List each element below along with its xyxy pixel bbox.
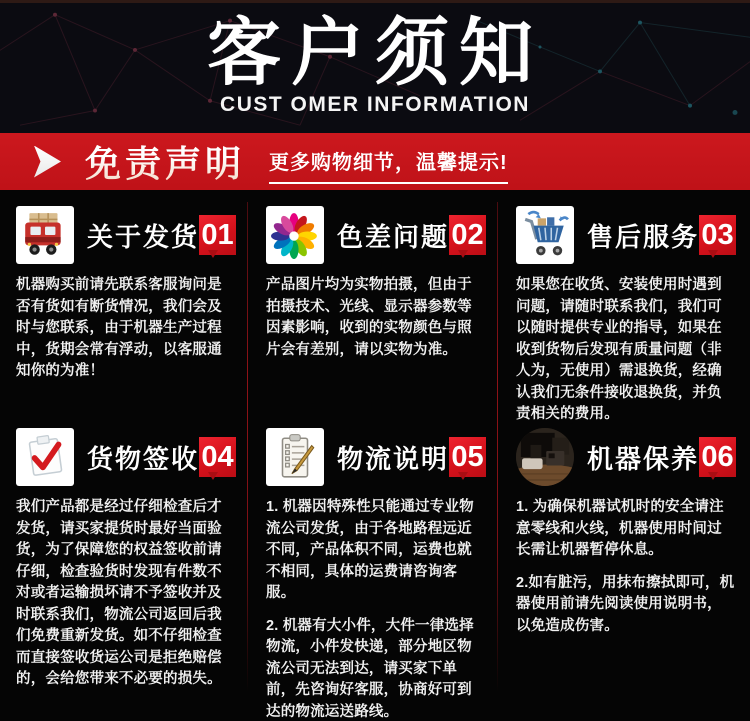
truck-icon bbox=[16, 206, 74, 264]
card-number-badge: 02 bbox=[449, 215, 486, 255]
notice-card-logistics bbox=[250, 428, 500, 721]
disclaimer-title: 免责声明 bbox=[85, 136, 245, 187]
card-number-badge: 01 bbox=[199, 215, 236, 255]
machine-photo-icon bbox=[516, 428, 574, 486]
card-header bbox=[516, 206, 736, 264]
card-body-text: 2. 机器有大小件，大件一律选择物流，小件发快递，部分地区物流公司无法到达，请买家下单前，先咨询好客服，协商好可到达的物流运送路线。 bbox=[266, 617, 474, 720]
color-wheel-icon bbox=[266, 206, 324, 264]
card-body-text: 2.如有脏污，用抹布擦拭即可，机器使用前请先阅读使用说明书，以免造成伤害。 bbox=[516, 574, 735, 634]
card-header bbox=[516, 428, 736, 486]
notice-card-shipping bbox=[0, 206, 250, 428]
notice-card-goods-receipt bbox=[0, 428, 250, 721]
column-divider bbox=[247, 202, 248, 692]
card-number-badge: 05 bbox=[449, 437, 486, 477]
notice-card-color-difference bbox=[250, 206, 500, 428]
notice-card-after-sales bbox=[500, 206, 750, 428]
clipboard-pen-icon bbox=[266, 428, 324, 486]
card-title: 货物签收 bbox=[87, 443, 200, 474]
notice-grid bbox=[0, 190, 750, 721]
card-title: 色差问题 bbox=[337, 221, 450, 252]
card-body-text: 如果您在收货、安装使用时遇到问题，请随时联系我们，我们可以随时提供专业的指导，如果在收到货物后发现有质量问题（非人为，无使用）需退换货，经确认我们无条件接收退换货，并负责相关的费用。 bbox=[516, 277, 722, 422]
checklist-icon bbox=[16, 428, 74, 486]
notice-card-maintenance bbox=[500, 428, 750, 721]
card-title: 售后服务 bbox=[587, 221, 700, 252]
disclaimer-banner bbox=[0, 133, 750, 190]
card-header bbox=[16, 428, 236, 486]
card-number-badge: 04 bbox=[199, 437, 236, 477]
page-title: 客户须知 bbox=[207, 11, 543, 94]
card-body-text: 1. 为确保机器试机时的安全请注意零线和火线，机器使用时间过长需让机器暂停休息。 bbox=[516, 499, 724, 558]
page-subtitle: CUST OMER INFORMATION bbox=[220, 93, 530, 116]
card-body-text: 我们产品都是经过仔细检查后才发货，请买家提货时最好当面验货，为了保障您的权益签收前请仔细，检查验货时发现有件数不对或者运输损坏请不予签收并及时联系我们，物流公司返回后我们免费重新发货。如不仔细检查而直接签收货运公司是拒绝赔偿的，会给您带来不必要的损失。 bbox=[16, 499, 222, 687]
column-divider bbox=[497, 202, 498, 692]
arrow-right-icon bbox=[34, 146, 61, 178]
card-body-text: 产品图片均为实物拍摄，但由于拍摄技术、光线、显示器参数等因素影响，收到的实物颜色与照片会有差别，请以实物为准。 bbox=[266, 277, 472, 358]
card-header bbox=[266, 428, 486, 486]
card-title: 机器保养 bbox=[587, 443, 700, 474]
card-title: 物流说明 bbox=[337, 443, 450, 474]
card-body-text: 1. 机器因特殊性只能通过专业物流公司发货，由于各地路程远近不同，产品体积不同，运费也就不相同，具体的运费请咨询客服。 bbox=[266, 499, 474, 601]
card-number-badge: 06 bbox=[699, 437, 736, 477]
card-title: 关于发货 bbox=[87, 221, 200, 252]
shopping-cart-icon bbox=[516, 206, 574, 264]
header bbox=[0, 0, 750, 133]
card-body-text: 机器购买前请先联系客服询问是否有货如有断货情况，我们会及时与您联系，由于机器生产过程中，货期会常有浮动，以客服通知你的为准！ bbox=[16, 277, 222, 379]
card-header bbox=[16, 206, 236, 264]
disclaimer-subtitle: 更多购物细节，温馨提示! bbox=[269, 146, 508, 184]
card-number-badge: 03 bbox=[699, 215, 736, 255]
card-header bbox=[266, 206, 486, 264]
